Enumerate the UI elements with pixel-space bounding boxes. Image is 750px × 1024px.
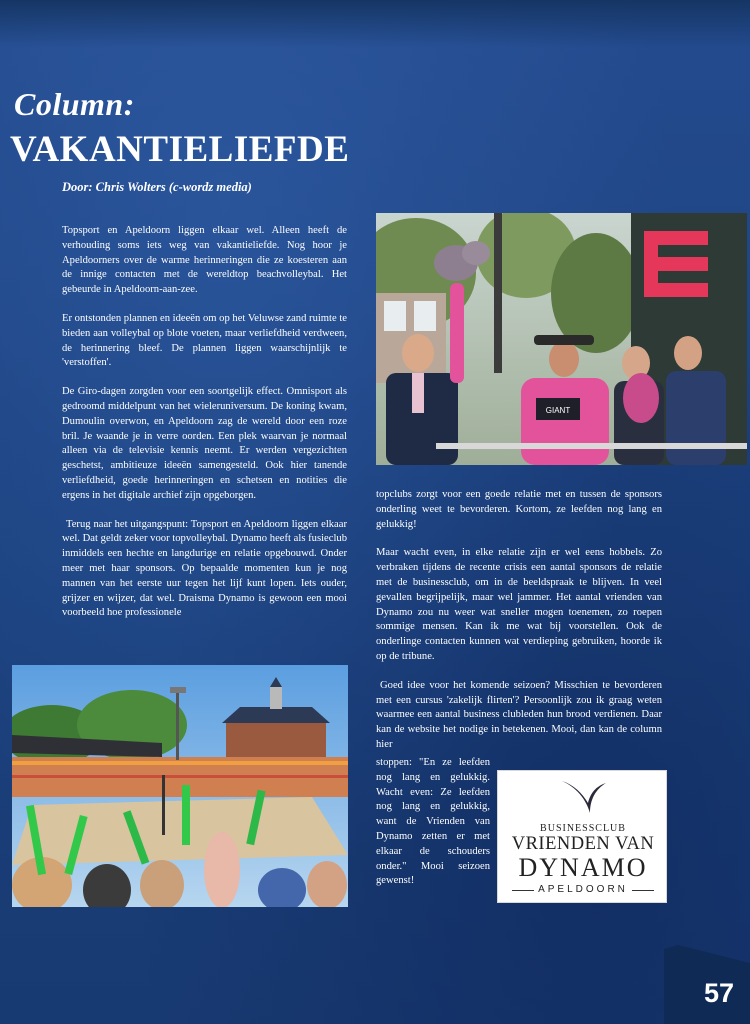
paragraph: Terug naar het uitgangspunt: Topsport en Apeldoorn liggen elkaar wel. Dat geldt zeker voor topvolleybal. Dynamo heeft als fusieclub inmiddels een hechte en langdurige en relatie opgebouwd. Onder meer met haar sponsors. Op bepaalde momenten kun je nog mannen van het eerste uur tegen het lijf kunt lopen. Iets ouder, grijzer en wijzer, dat wel. Draisma Dynamo is gewoon een mooi voorbeeld hoe professionele bbox=[62, 518, 347, 619]
paragraph: De Giro-dagen zorgden voor een soortgelijk effect. Omnisport als gedroomd middelpunt van het wieleruniversum. De koning kwam, Dumoulin overwon, en Apeldoorn zag de wereld door een roze bril. Je waande je in verre oorden. Een plek waarvan je normaal alleen via de televisie kennis neemt. Er werden vergezichten geschetst, ambitieuze ideeën samengesteld. Ook hier tanende verliefdheid, goede herinneringen en schetsen en notities die ergens in het digitale archief zijn opgeborgen. bbox=[62, 386, 347, 501]
giro-podium-photo bbox=[376, 213, 747, 465]
swoosh-icon bbox=[556, 777, 610, 817]
logo-businessclub-text: BUSINESSCLUB bbox=[540, 823, 626, 834]
article-left-column bbox=[62, 224, 347, 621]
paragraph: Er ontstonden plannen en ideeën om op het Veluwse zand ruimte te bieden aan volleybal op blote voeten, maar verliefdheid verdween, de herinnering bleef. De plannen liggen waarschijnlijk te 'verstoffen'. bbox=[62, 312, 347, 369]
businessclub-logo bbox=[497, 770, 667, 903]
article-byline: Door: Chris Wolters (c-wordz media) bbox=[62, 180, 252, 194]
paragraph: topclubs zorgt voor een goede relatie met en tussen de sponsors onderling weet te bevorderen. Kortom, ze leefden nog lang en gelukkig! bbox=[376, 489, 662, 530]
giro-podium-illustration bbox=[376, 213, 747, 465]
logo-dynamo-text: DYNAMO bbox=[518, 853, 648, 882]
volleyball-stadium-photo bbox=[12, 665, 348, 907]
article-right-column-narrow bbox=[376, 756, 490, 889]
logo-vrienden-text: VRIENDEN VAN bbox=[511, 834, 655, 854]
page-top-band bbox=[0, 0, 750, 48]
paragraph: Goed idee voor het komende seizoen? Misschien te bevorderen met een cursus 'zakelijk flirten'? Persoonlijk zou ik graag weten waarmee een aantal business clubleden hun brood verdienen. Daar kan de website het nodige in betekenen. Mooi, dan kan de column hier bbox=[376, 679, 662, 750]
article-right-column bbox=[376, 488, 662, 753]
article-kicker: Column: bbox=[14, 86, 135, 122]
logo-rule-right bbox=[632, 890, 654, 891]
logo-apeldoorn-text: APELDOORN bbox=[538, 884, 628, 895]
article-headline: VAKANTIELIEFDE bbox=[10, 129, 350, 170]
page-number: 57 bbox=[704, 978, 735, 1008]
jersey-brand-text: GIANT bbox=[545, 406, 571, 415]
paragraph: Topsport en Apeldoorn liggen elkaar wel. Alleen heeft de verhouding soms iets weg van vakantieliefde. Nog hoor je Apeldoorners over de warme herinneringen die ze koesteren aan de innige contacten met de wereldtop beachvolleybal. Het gebeurde in Apeldoorn-aan-zee. bbox=[62, 225, 347, 296]
volleyball-stadium-illustration bbox=[12, 665, 348, 907]
paragraph: Maar wacht even, in elke relatie zijn er wel eens hobbels. Zo verbraken tijdens de recente crisis een aantal sponsors de relatie met de businessclub, om in de beeldspraak te blijven. In veel gevallen begrijpelijk, maar wel jammer. Het aantal vrienden van Dynamo zou nu weer wat sneller mogen toenemen, zo roepen sommige mensen. Kan ik me wat bij voorstellen. Ook de onderlinge contacten kunnen wat verdieping gebruiken, hoorde ik op de tribune. bbox=[376, 547, 662, 662]
paragraph: stoppen: "En ze leefden nog lang en gelukkig. Wacht even: Ze leefden nog lang en gelukkig, want de Vrienden van Dynamo zetten er met elkaar de schouders onder." Mooi seizoen gewenst! bbox=[376, 757, 490, 887]
